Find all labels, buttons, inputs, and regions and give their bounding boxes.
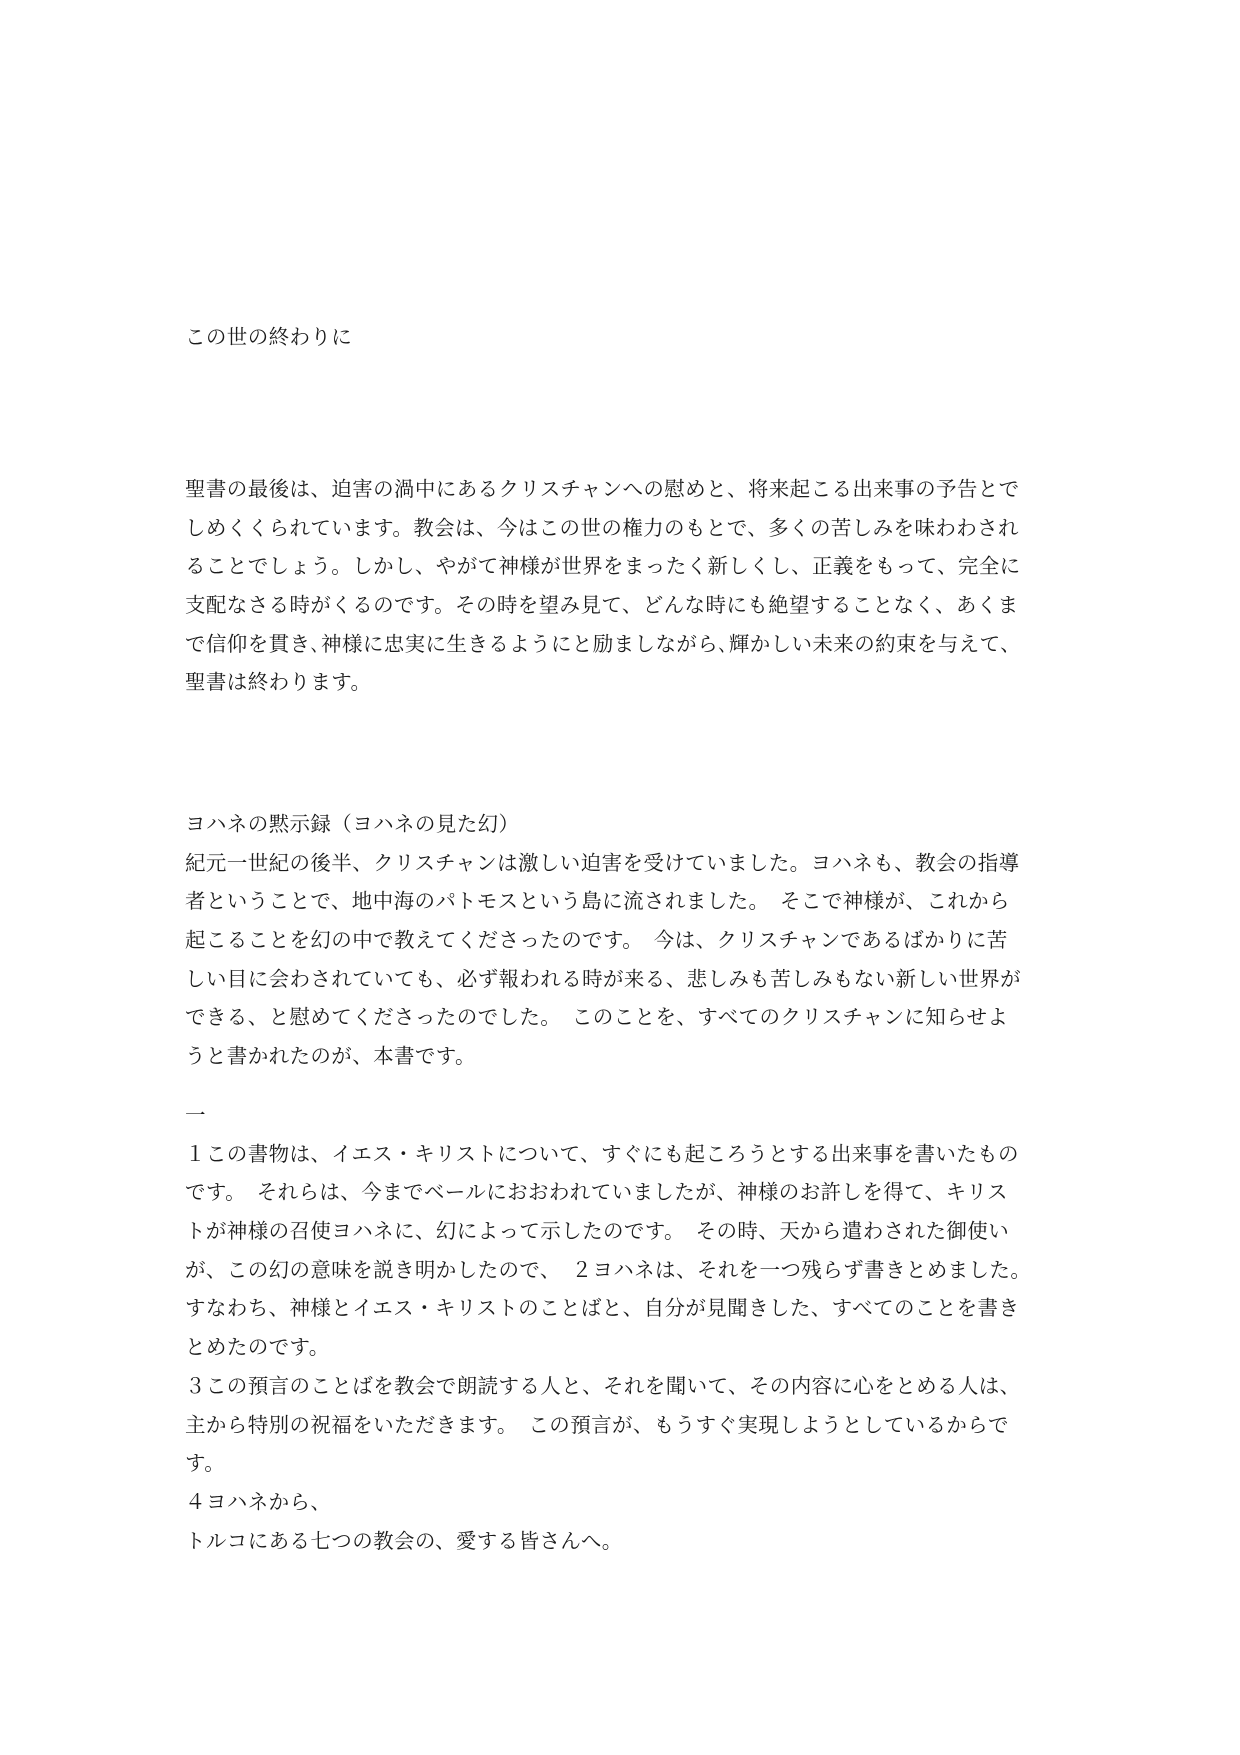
verse-line: す。: [185, 1451, 226, 1476]
intro-line: ることでしょう。しかし、やがて神様が世界をまったく新しくし、正義をもって、完全に: [185, 554, 1021, 579]
verse-line: です。 それらは、今までベールにおおわれていましたが、神様のお許しを得て、キリス: [185, 1180, 1008, 1205]
chapter-one: [185, 1096, 1065, 1560]
verse-line: １この書物は、イエス・キリストについて、すぐにも起ころうとする出来事を書いたもの: [185, 1141, 1019, 1166]
verse-line: すなわち、神様とイエス・キリストのことばと、自分が見聞きした、すべてのことを書き: [185, 1296, 1020, 1321]
intro-line: で信仰を貫き､神様に忠実に生きるようにと励ましながら､輝かしい未来の約束を与えて、: [185, 631, 1021, 656]
section-line: しい目に会わされていても、必ず報われる時が来る、悲しみも苦しみもない新しい世界が: [185, 966, 1021, 991]
section-line: できる、と慰めてくださったのでした。 このことを、すべてのクリスチャンに知らせよ: [185, 1005, 1009, 1030]
verse-line: ４ヨハネから、: [185, 1489, 332, 1514]
verse-line: トルコにある七つの教会の、愛する皆さんへ。: [185, 1528, 623, 1553]
intro-line: 支配なさる時がくるのです。その時を望み見て、どんな時にも絶望することなく、あくま: [185, 593, 1019, 618]
page-title: この世の終わりに: [185, 325, 353, 349]
intro-line: 聖書は終わります。: [185, 670, 372, 695]
intro-paragraph: [185, 470, 1065, 702]
verse-line: トが神様の召使ヨハネに、幻によって示したのです。 その時、天から遣わされた御使い: [185, 1219, 1010, 1244]
section-line: 起こることを幻の中で教えてくださったのです。 今は、クリスチャンであるばかりに苦: [185, 928, 1008, 953]
chapter-number: 一: [185, 1103, 206, 1127]
section-line: 紀元一世紀の後半、クリスチャンは激しい迫害を受けていました。ヨハネも、教会の指導: [185, 850, 1020, 875]
verse-line: ３この預言のことばを教会で朗読する人と、それを聞いて、その内容に心をとめる人は、: [185, 1373, 1021, 1398]
section-heading: ヨハネの黙示録（ヨハネの見た幻）: [185, 812, 520, 836]
intro-line: しめくくられています。教会は、今はこの世の権力のもとで、多くの苦しみを味わわされ: [185, 515, 1019, 540]
verse-line: 主から特別の祝福をいただきます。 この預言が、もうすぐ実現しようとしているからで: [185, 1412, 1009, 1437]
intro-line: 聖書の最後は、迫害の渦中にあるクリスチャンへの慰めと、将来起こる出来事の予告とで: [185, 477, 1020, 501]
verse-line: が、この幻の意味を説き明かしたので、 ２ヨハネは、それを一つ残らず書きとめました。: [185, 1257, 1032, 1282]
book-introduction: [185, 805, 1065, 1076]
verse-line: とめたのです。: [185, 1335, 330, 1360]
section-line: うと書かれたのが、本書です。: [185, 1044, 476, 1069]
section-line: 者ということで、地中海のパトモスという島に流されました。 そこで神様が、これから: [185, 889, 1010, 914]
